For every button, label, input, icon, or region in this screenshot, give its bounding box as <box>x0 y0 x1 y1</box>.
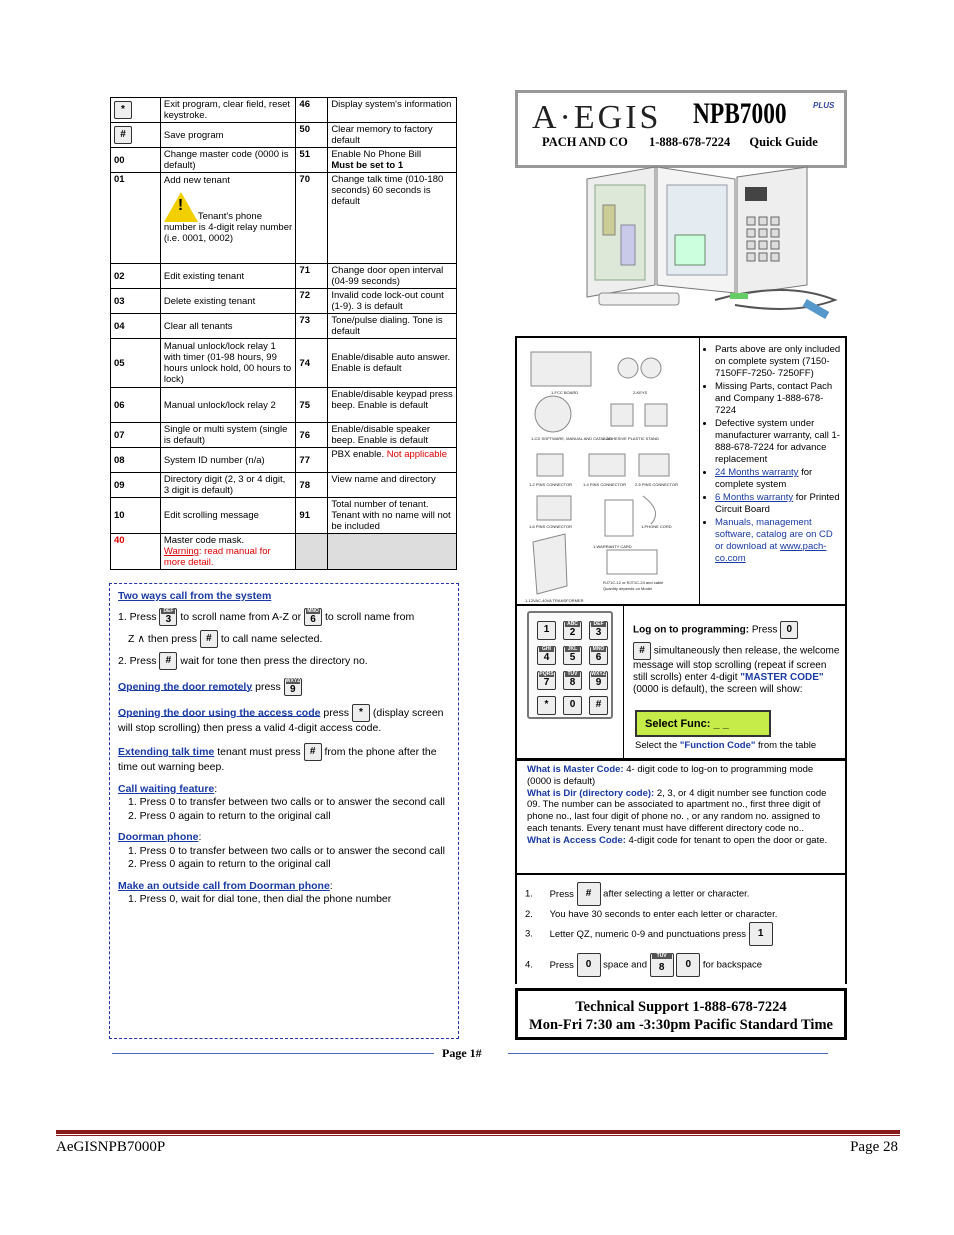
tech-support-box: Technical Support 1-888-678-7224 Mon-Fri 7:30 am -3:30pm Pacific Standard Time <box>515 988 847 1040</box>
part-label: Quantity depends on Model <box>603 586 652 591</box>
logon-instructions: Log on to programming: Press 0 # simultaneously then release, the welcome message will stop scrolling (repeat if screen still scrolls) enter 4-digit "MASTER CODE" (0000 is default), the screen will show: <box>633 611 843 696</box>
warranty-link[interactable]: 6 Months warranty <box>715 492 794 503</box>
parts-list-section <box>515 336 847 606</box>
aegis-logo: A·EGIS <box>532 99 662 136</box>
keypad-key-icon: ABC 2 <box>563 621 582 640</box>
key-6-icon: MNO 6 <box>304 608 322 626</box>
divider <box>508 1053 828 1054</box>
key-0-icon: 0 <box>780 621 798 639</box>
section-title: Doorman phone <box>118 831 199 843</box>
key-9-icon: WXYZ 9 <box>285 677 301 695</box>
call-instructions-box: Two ways call from the system 1. Press DEF 3 to scroll name from A-Z or MNO 6 to scroll name from Z ∧ then press # to call name selected. 2. Press # wait for tone then press the directory no. Opening the door remotely press WXYZ 9 Opening the door using the access code press * (display screen will stop scrolling) then press a valid 4-digit access code. Extending talk time tenant must press # from the phone after the time out warning beep. Call waiting feature: 1. Press 0 to transfer between two calls or to answer the second call 2. Press 0 again to return to the original call Doorman phone: 1. Press 0 to transfer between two calls or to answer the second call 2. Press 0 again to return to the original call Make an outside call from Doorman phone: 1. Press 0, wait for dial tone, then dial the phone number <box>109 583 459 1039</box>
table-row: 05 Manual unlock/lock relay 1 with timer (01-98 hours, 99 hours unlock hold, 00 hours to lock) 74 Enable/disable auto answer. Enable is default <box>111 339 457 388</box>
keypad-key-icon: DEF 3 <box>589 621 608 640</box>
key-0-icon: 0 <box>577 953 601 977</box>
list-item: • Missing Parts, contact Pach and Company 1-888-678-7224 <box>715 381 843 417</box>
footer-doc-name: AeGISNPB7000P <box>56 1139 166 1155</box>
hash-key-icon: # <box>304 743 322 761</box>
keypad-key-icon: 1 <box>537 621 556 640</box>
key-3-icon: DEF 3 <box>159 608 177 626</box>
list-item: • Parts above are only included on complete system (7150-7150FF-7250- 7250FF) <box>715 344 843 380</box>
table-row: 06 Manual unlock/lock relay 2 75 Enable/disable keypad press beep. Enable is default <box>111 388 457 423</box>
keypad-key-icon: GHI 4 <box>537 646 556 665</box>
footer-page-number: Page 28 <box>850 1139 898 1155</box>
hash-key-icon: # <box>200 630 218 648</box>
model-name: NPB7000 <box>693 97 787 130</box>
parts-notes-list <box>705 344 843 566</box>
star-key-icon: * <box>352 704 370 722</box>
table-row: 07 Single or multi system (single is default) 76 Enable/disable speaker beep. Enable is default <box>111 423 457 448</box>
function-code-table <box>110 97 457 570</box>
table-row: # Save program 50 Clear memory to factory default <box>111 123 457 148</box>
brand-header: A·EGIS NPB7000 PLUS PACH AND CO 1-888-678-7224 Quick Guide <box>515 90 847 168</box>
table-row: 04 Clear all tenants 73 Tone/pulse dialing. Tone is default <box>111 314 457 339</box>
key-1-icon: 1 <box>749 922 773 946</box>
table-row: 40 Master code mask. Warning: read manual for more detail. <box>111 534 457 570</box>
footer-rule <box>56 1130 900 1134</box>
hash-key-icon: # <box>159 652 177 670</box>
name-entry-steps: 1. Press # after selecting a letter or character. 2. You have 30 seconds to enter each letter or character. 3. Letter QZ, numeric 0-9 and punctuations press 1 4. Press 0 space and TUV 8 0 for backspace <box>515 874 847 984</box>
part-label: 2-KEYS <box>633 390 648 395</box>
list-item: • Manuals, management software, catalog are on CD or download at www.pach-co.com <box>715 517 843 565</box>
page-label: Page 1# <box>442 1046 482 1060</box>
section-title: Extending talk time <box>118 745 215 758</box>
list-item: • 6 Months warranty for Printed Circuit Board <box>715 492 843 516</box>
keypad-key-icon: TUV 8 <box>563 671 582 690</box>
table-row: * Exit program, clear field, reset keystroke. 46 Display system's information <box>111 98 457 123</box>
part-label: 2-5 PINS CONNECTOR <box>635 482 679 487</box>
keypad-key-icon: PQRS 7 <box>537 671 556 690</box>
table-row: 10 Edit scrolling message 91 Total number of tenant. Tenant with no name will not be included <box>111 498 457 534</box>
section-title: Opening the door remotely <box>118 680 253 693</box>
keypad-key-icon: * <box>537 696 556 715</box>
list-item: • Defective system under manufacturer warranty, call 1-888-678-7224 for advance replacement <box>715 418 843 466</box>
part-label: 1-12VAC-40VA TRANSFORMER <box>525 598 584 603</box>
part-label: 1-2 PINS CONNECTOR <box>529 482 573 487</box>
keypad-key-icon: 0 <box>563 696 582 715</box>
part-label: 1-WARRANTY CARD <box>593 544 632 549</box>
website-link[interactable]: www.pach-co.com <box>715 541 827 564</box>
part-label: 1-CD SOFTWARE, MANUAL AND CATALOG <box>531 436 612 441</box>
section-title: Call waiting feature <box>118 782 215 795</box>
keypad-key-icon: WXYZ 9 <box>589 671 608 690</box>
section-title: Two ways call from the system <box>118 590 272 602</box>
list-item: • 24 Months warranty for complete system <box>715 467 843 491</box>
section-title: Opening the door using the access code <box>118 706 321 719</box>
key-0-icon: 0 <box>676 953 700 977</box>
intercom-panel-image <box>585 165 847 335</box>
part-label: 1-PHONE CORD <box>641 524 672 529</box>
table-row: 09 Directory digit (2, 3 or 4 digit, 3 digit is default) 78 View name and directory <box>111 473 457 498</box>
keypad-key-icon: MNO 6 <box>589 646 608 665</box>
lcd-display: Select Func: _ _ <box>635 710 771 737</box>
keypad-key-icon: JKL 5 <box>563 646 582 665</box>
warning-icon: ! <box>164 192 198 222</box>
part-label: 1-6 PINS CONNECTOR <box>529 524 573 529</box>
table-row: 03 Delete existing tenant 72 Invalid code lock-out count (1-9). 3 is default <box>111 289 457 314</box>
keypad-key-icon: # <box>589 696 608 715</box>
star-key-icon: * <box>114 101 132 119</box>
keypad-image <box>527 611 613 719</box>
programming-section: 1 ABC 2 DEF 3 GHI 4 JKL 5 MNO 6 PQRS 7 TUV 8 WXYZ 9 * 0 # Log on to programming: Press 0 # simultaneously then release, the welcome message will stop scrolling (repeat if screen still scrolls) enter 4-digit "MASTER CODE" (0000 is default), the screen will show: Select Func: _ _ Select the "Function Code" from the table <box>515 605 847 760</box>
part-label: 2-ADHESIVE PLASTIC STAND <box>603 436 659 441</box>
warranty-link[interactable]: 24 Months warranty <box>715 467 799 478</box>
part-label: 1-FCC BOARD <box>551 390 579 395</box>
hash-key-icon: # <box>633 642 651 660</box>
key-8-icon: TUV 8 <box>650 953 674 977</box>
divider <box>112 1053 434 1054</box>
definitions-section: What is Master Code: 4- digit code to log-on to programming mode (0000 is default) What is Dir (directory code): 2, 3, or 4 digit number see function code 09. The number can be associated to apartment no., first three digit of phone no., last four digit of phone no. , or any random no. assigned to each tenants. Every tenant must have different directory code no.. What is Access Code: 4-digit code for tenant to open the door or gate. <box>515 760 847 875</box>
hash-key-icon: # <box>114 126 132 144</box>
part-label: RJ71C-12 or RJ71C-24 and cable <box>603 580 664 585</box>
table-row: 00 Change master code (0000 is default) 51 Enable No Phone Bill Must be set to 1 <box>111 148 457 173</box>
table-row: 02 Edit existing tenant 71 Change door open interval (04-99 seconds) <box>111 264 457 289</box>
parts-illustration <box>523 346 695 604</box>
hash-key-icon: # <box>577 882 601 906</box>
table-row: 08 System ID number (n/a) 77 PBX enable. Not applicable <box>111 448 457 473</box>
part-label: 1-4 PINS CONNECTOR <box>583 482 627 487</box>
table-row: 01 Add new tenant ! Tenant's phone number is 4-digit relay number (i.e. 0001, 0002) 70 Change talk time (010-180 seconds) 60 seconds is default <box>111 173 457 264</box>
section-title: Make an outside call from Doorman phone <box>118 879 330 892</box>
